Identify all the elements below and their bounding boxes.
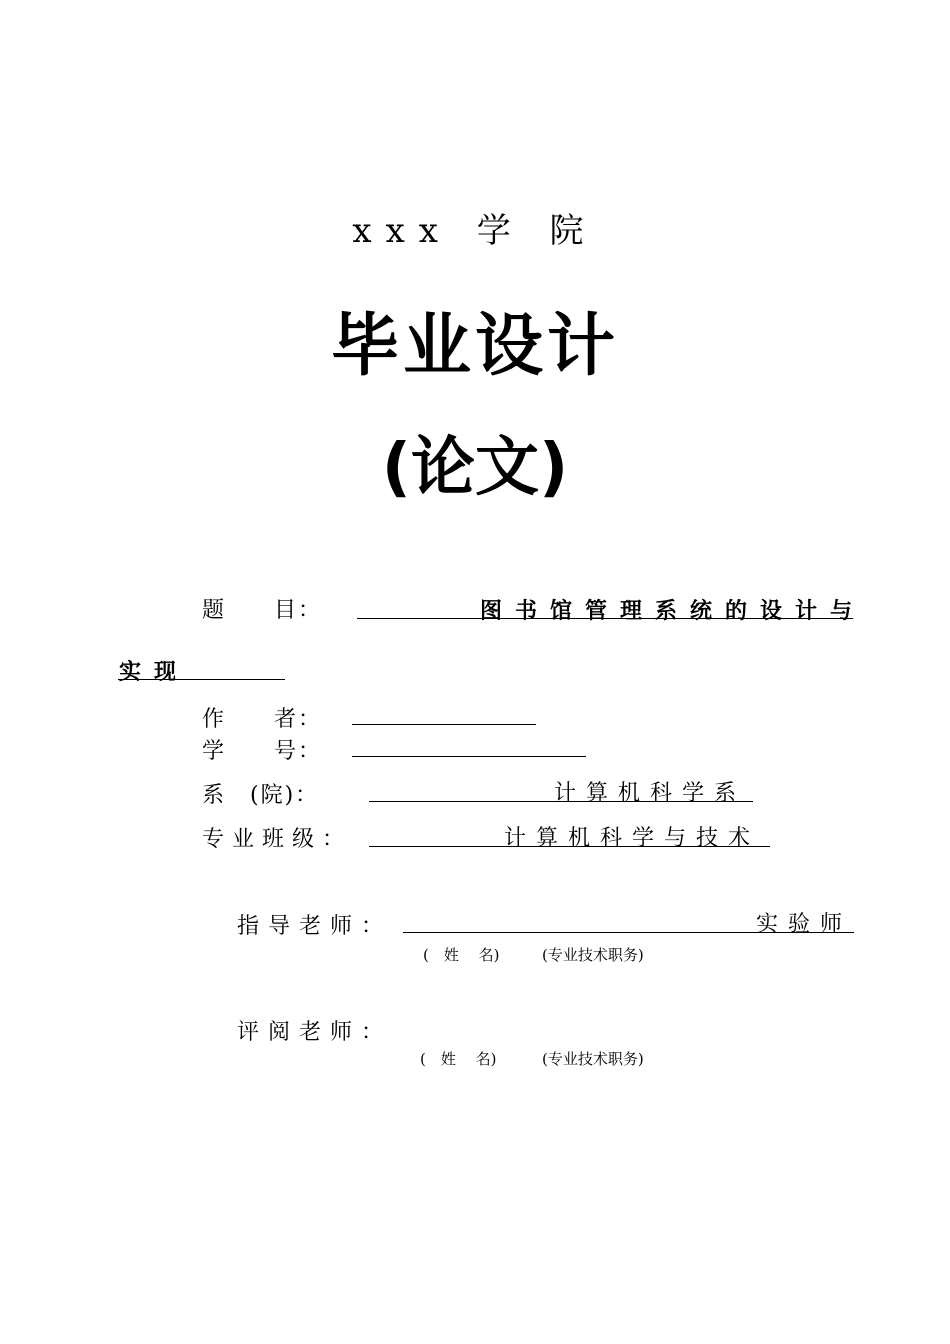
advisor-title-hint: (专业技术职务) xyxy=(542,946,644,964)
department-label: 系 (院)： xyxy=(202,783,320,808)
document-title: 毕业设计 xyxy=(330,307,619,386)
student-id-underline xyxy=(352,728,586,757)
author-underline xyxy=(352,696,536,725)
reviewer-name-hint: ( 姓 名) xyxy=(420,1050,497,1068)
reviewer-title-hint: (专业技术职务) xyxy=(542,1050,644,1068)
major-label: 专业班级： xyxy=(202,827,353,852)
student-id-label: 学 号： xyxy=(202,739,323,764)
advisor-name-hint: ( 姓 名) xyxy=(423,946,500,964)
reviewer-label: 评阅老师： xyxy=(237,1020,393,1045)
topic-label: 题 目： xyxy=(202,598,323,623)
advisor-label: 指导老师： xyxy=(237,914,393,939)
department-value: 计算机科学系 xyxy=(554,781,747,806)
school-name: xxx 学 院 xyxy=(352,211,598,251)
major-value: 计算机科学与技术 xyxy=(504,826,761,851)
author-label: 作 者： xyxy=(202,707,323,732)
document-subtitle: (论文) xyxy=(381,431,569,505)
advisor-title-value: 实验师 xyxy=(756,912,853,937)
topic-value-line2: 实现 xyxy=(119,660,190,685)
topic-value-line1: 图书馆管理系统的设计与 xyxy=(480,599,866,624)
